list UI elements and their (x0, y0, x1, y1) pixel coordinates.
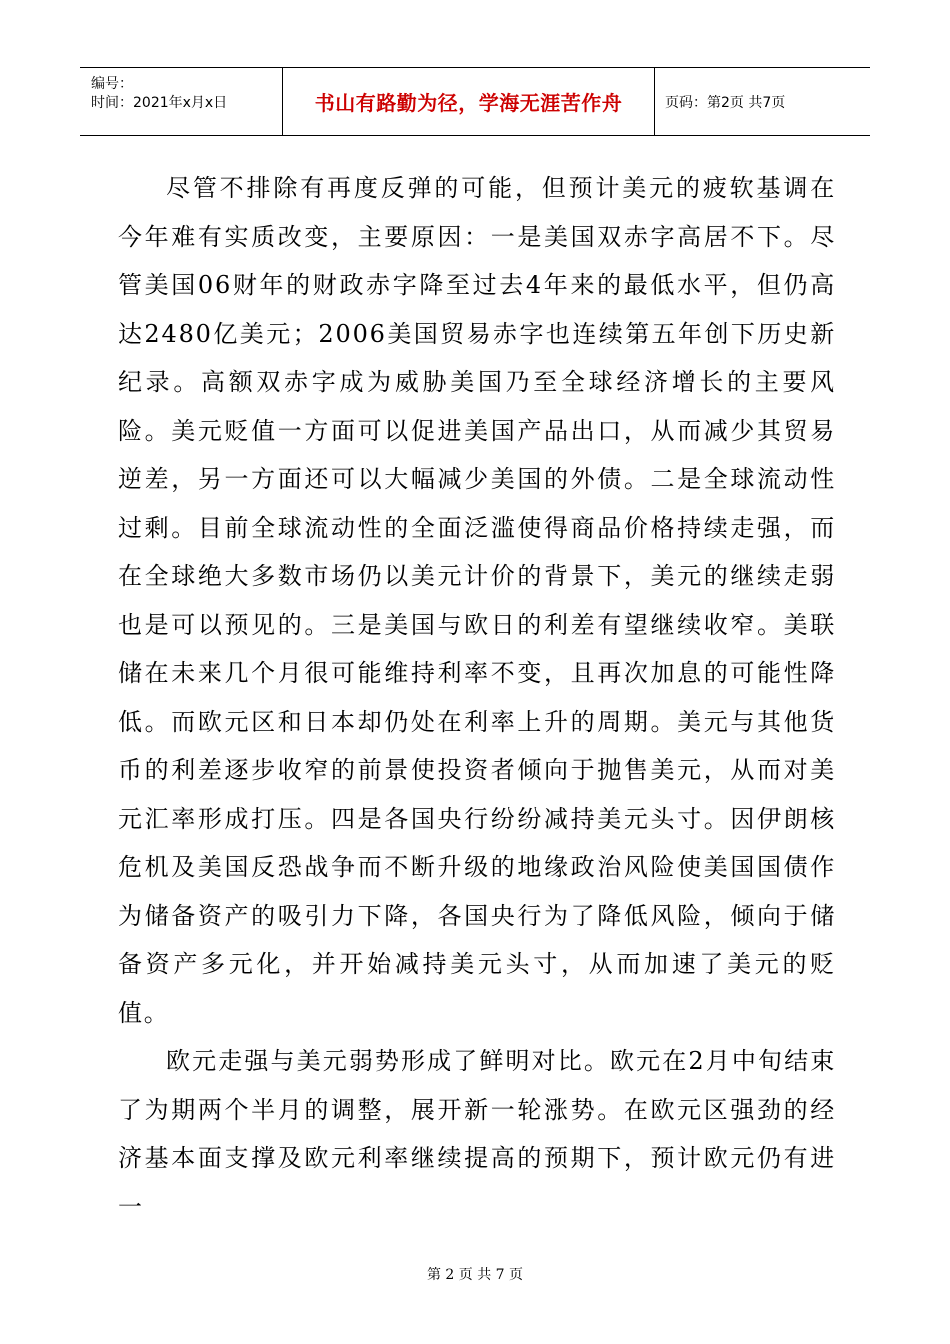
document-time-label: 时间：2021年x月x日 (91, 95, 228, 111)
body-paragraph: 欧元走强与美元弱势形成了鲜明对比。欧元在2月中旬结束了为期两个半月的调整，展开新一轮涨势。在欧元区强劲的经济基本面支撑及欧元利率继续提高的预期下，预计欧元仍有进一 (118, 1047, 836, 1221)
header-page-code: 页码：第2页 共7页 (665, 94, 786, 111)
document-body (118, 164, 836, 1231)
header-motto: 书山有路勤为径，学海无涯苦作舟 (314, 91, 623, 115)
page-footer: 第 2 页 共 7 页 (426, 1267, 524, 1283)
header-meta-cell (80, 68, 283, 135)
header-motto-cell (283, 68, 655, 135)
header-page-cell (655, 68, 870, 135)
page-header (80, 67, 870, 136)
body-paragraph: 尽管不排除有再度反弹的可能，但预计美元的疲软基调在今年难有实质改变，主要原因：一是美国双赤字高居不下。尽管美国06财年的财政赤字降至过去4年来的最低水平，但仍高达2480亿美元；2006美国贸易赤字也连续第五年创下历史新纪录。高额双赤字成为威胁美国乃至全球经济增长的主要风险。美元贬值一方面可以促进美国产品出口，从而减少其贸易逆差，另一方面还可以大幅减少美国的外债。二是全球流动性过剩。目前全球流动性的全面泛滥使得商品价格持续走强，而在全球绝大多数市场仍以美元计价的背景下，美元的继续走弱也是可以预见的。三是美国与欧日的利差有望继续收窄。美联储在未来几个月很可能维持利率不变，且再次加息的可能性降低。而欧元区和日本却仍处在利率上升的周期。美元与其他货币的利差逐步收窄的前景使投资者倾向于抛售美元，从而对美元汇率形成打压。四是各国央行纷纷减持美元头寸。因伊朗核危机及美国反恐战争而不断升级的地缘政治风险使美国国债作为储备资产的吸引力下降，各国央行为了降低风险，倾向于储备资产多元化，并开始减持美元头寸，从而加速了美元的贬值。 (118, 174, 836, 1027)
document-number-label: 编号： (91, 76, 133, 92)
